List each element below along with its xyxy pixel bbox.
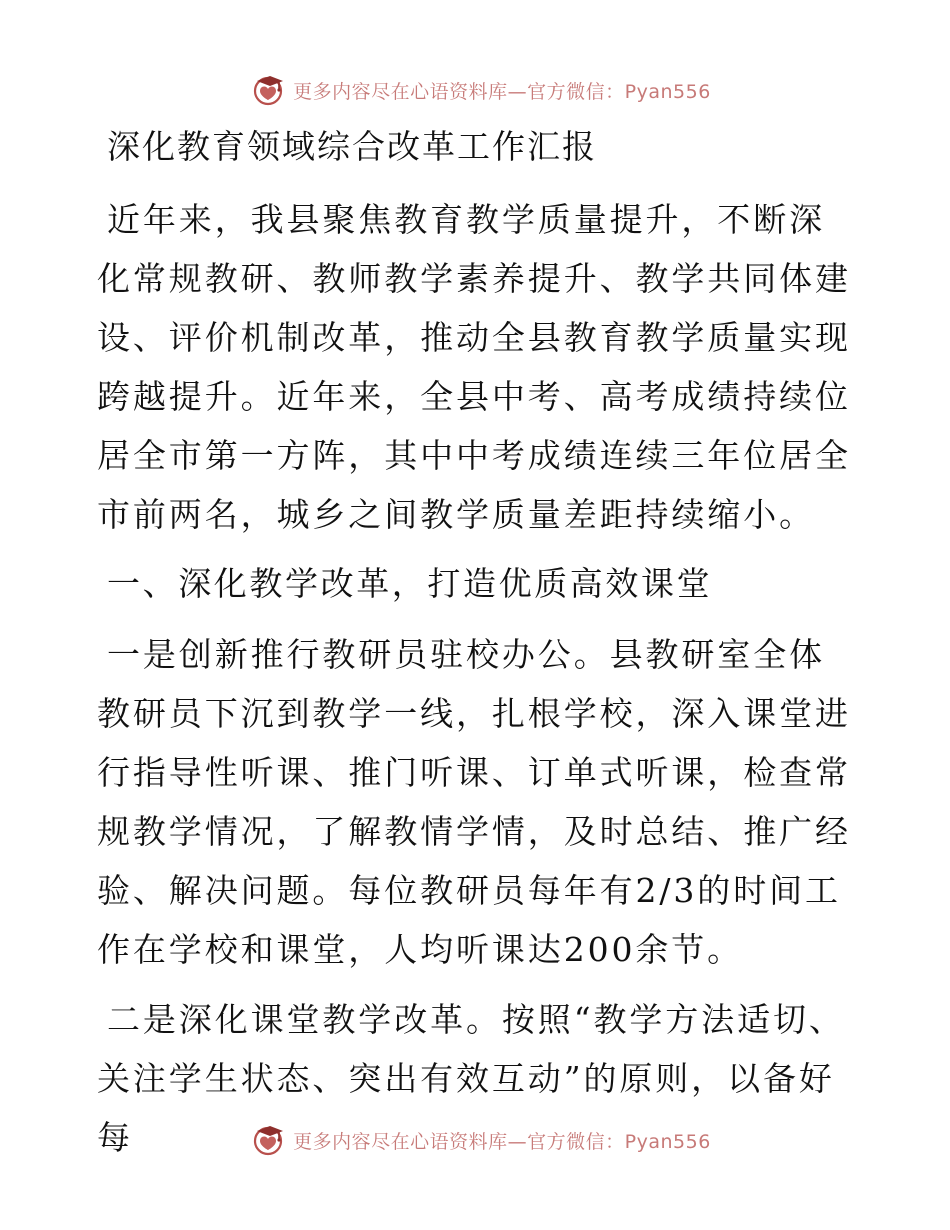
section-heading: 一、深化教学改革，打造优质高效课堂 (107, 564, 713, 603)
mortarboard-heart-logo-icon (251, 1122, 287, 1158)
document-page (97, 118, 857, 1178)
intro-paragraph: 近年来，我县聚焦教育教学质量提升，不断深化常规教研、教师教学素养提升、教学共同体建设、评价机制改革，推动全县教育教学质量实现跨越提升。近年来，全县中考、高考成绩持续位居全市第一方阵，其中中考成绩连续三年位居全市前两名，城乡之间教学质量差距持续缩小。 (97, 200, 851, 534)
point-one-paragraph: 一是创新推行教研员驻校办公。县教研室全体教研员下沉到教学一线，扎根学校，深入课堂进行指导性听课、推门听课、订单式听课，检查常规教学情况，了解教情学情，及时总结、推广经验、解决问题。每位教研员每年有2/3的时间工作在学校和课堂，人均听课达200余节。 (97, 635, 851, 969)
watermark-banner-bottom (0, 1120, 950, 1160)
watermark-text: 更多内容尽在心语资料库—官方微信：Pyan556 (293, 80, 711, 103)
document-title: 深化教育领域综合改革工作汇报 (107, 127, 597, 166)
watermark-content (251, 72, 711, 108)
mortarboard-heart-logo-icon (251, 72, 287, 108)
point-two-paragraph: 二是深化课堂教学改革。按照“教学方法适切、关注学生状态、突出有效互动”的原则，以备好每 (97, 1000, 845, 1157)
watermark-content (251, 1122, 711, 1158)
watermark-text: 更多内容尽在心语资料库—官方微信：Pyan556 (293, 1130, 711, 1153)
watermark-banner-top (0, 70, 950, 110)
